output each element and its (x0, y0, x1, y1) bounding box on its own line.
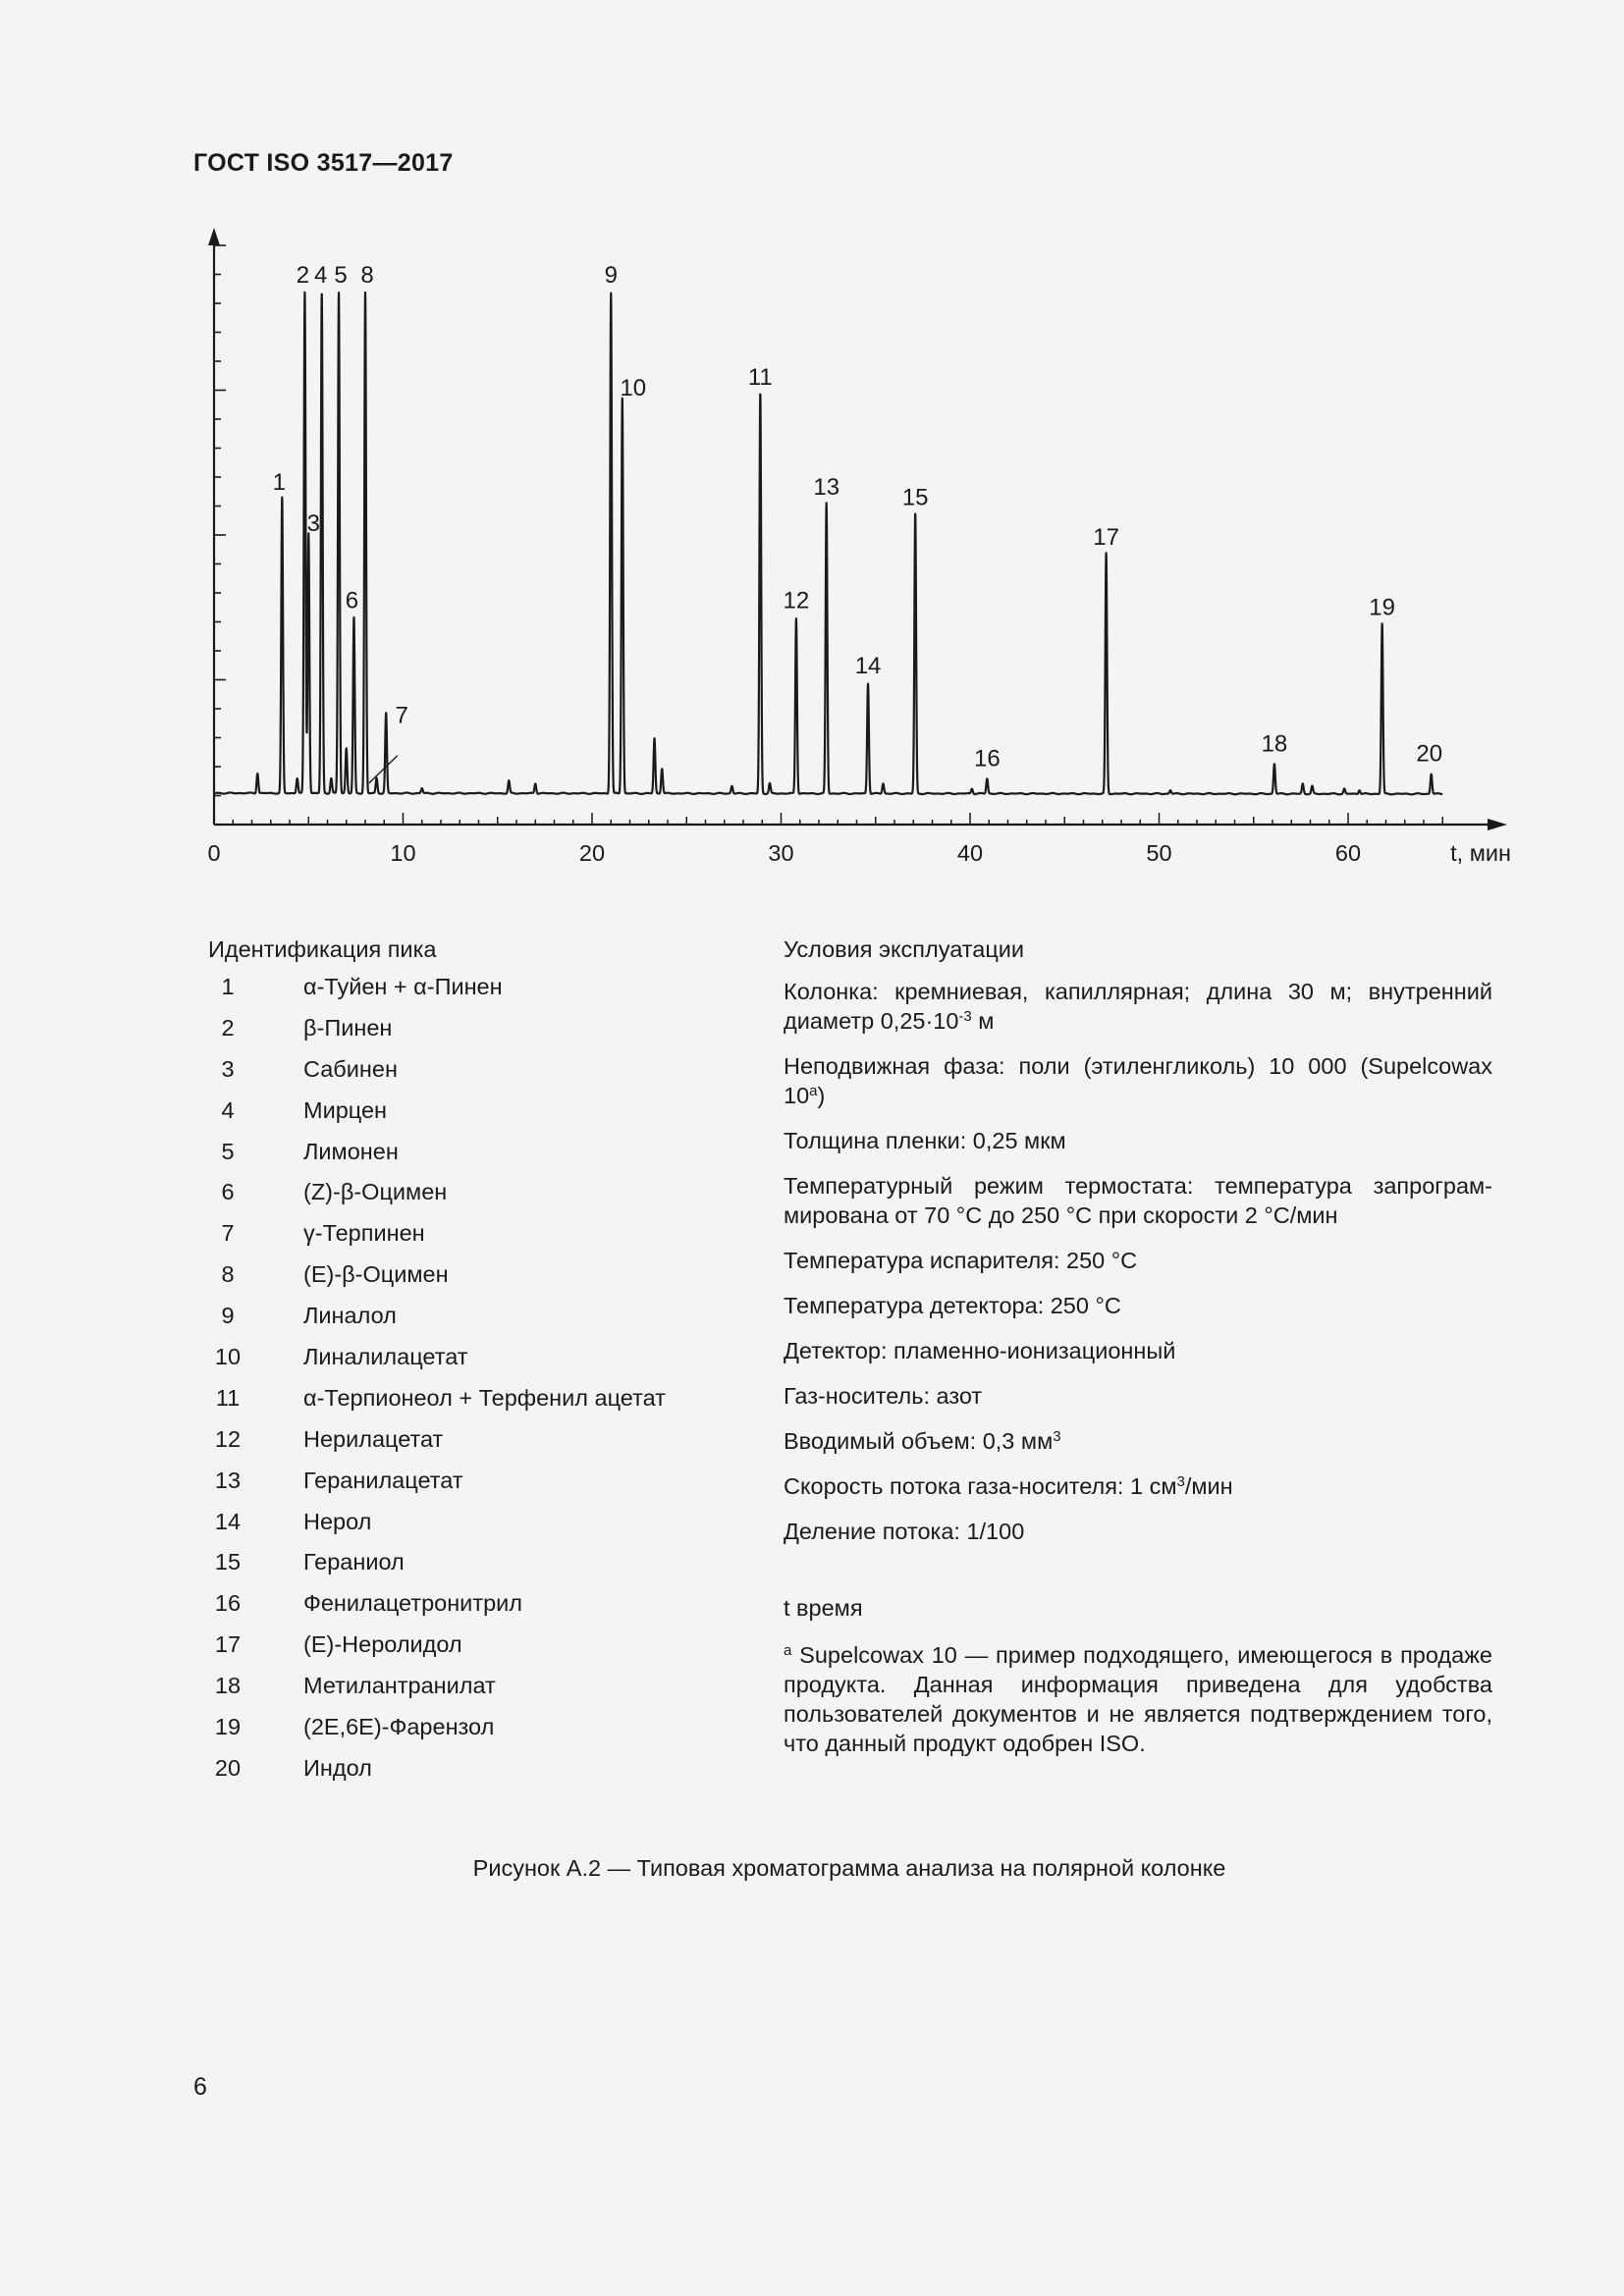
cond-column: Колонка: кремниевая, капиллярная; длина 30 м; внутренний диаметр $0,25\cdot 10^{-3}$ м (784, 979, 1492, 1034)
peak-number: 12 (214, 1425, 242, 1452)
peak-row (208, 1507, 758, 1548)
peak-row (208, 1095, 758, 1137)
peak-name: α-Туйен + α-Пинен (303, 974, 503, 999)
x-tick-label: 10 (390, 840, 416, 866)
peak-row (208, 1342, 758, 1383)
peak-number: 11 (215, 1384, 241, 1411)
y-axis-arrow (208, 228, 220, 245)
x-tick-label: 50 (1146, 840, 1172, 866)
peak-number: 4 (221, 1096, 235, 1123)
peak-row (208, 1753, 758, 1794)
peak-name: (E)-Неролидол (303, 1631, 462, 1658)
peak-name: (Z)-β-Оцимен (303, 1179, 448, 1205)
peak-label: 19 (1369, 594, 1396, 621)
peak-number: 14 (214, 1508, 242, 1534)
peak-label: 16 (973, 745, 1001, 773)
chromatogram-chart (0, 0, 1624, 883)
cond-split: Деление потока: 1/100 (784, 1519, 1025, 1544)
peak-row (208, 1712, 758, 1753)
x-axis-label: t, мин (1450, 840, 1511, 866)
cond-flow: Скорость потока газа-носителя: 1 $см^3$/мин (784, 1473, 1233, 1499)
peak-name: β-Пинен (303, 1014, 393, 1041)
peak-label: 20 (1416, 740, 1443, 768)
x-axis-arrow (1488, 819, 1507, 830)
conditions-title: Условия эксплуатации (784, 936, 1025, 962)
peak-row (208, 1177, 758, 1218)
peak-name: Линалилацетат (303, 1344, 468, 1370)
peak-label: 1 (272, 469, 286, 497)
footnote: $^а$ Supelcowax 10 — пример подходящего, имеющегося в продаже продукта. Данная информация приведена для удобства пользователей документов и не является подтверждением того, что данный продукт одобрен ISO. (784, 1642, 1492, 1756)
peak-name: α-Терпионеол + Терфенил ацетат (303, 1384, 666, 1411)
peak-name: (2E,6E)-Фарензол (303, 1714, 495, 1740)
peak-label: 18 (1261, 730, 1288, 758)
peak-row (208, 1301, 758, 1342)
peak-label: 8 (360, 262, 374, 289)
peak-name: Индол (303, 1754, 372, 1781)
peak-id-title: Идентификация пика (208, 936, 437, 962)
peak-row (208, 1588, 758, 1629)
peak-label: 2 (296, 262, 310, 289)
operating-conditions (784, 934, 1492, 1758)
x-tick-label: 60 (1334, 840, 1362, 866)
figure-caption: Рисунок А.2 — Типовая хроматограмма анализа на полярной колонке (472, 1855, 1226, 1881)
peak-label: 12 (783, 587, 810, 614)
x-tick-label: 30 (768, 840, 794, 866)
peak-name: Сабинен (303, 1055, 398, 1082)
cond-detector: Детектор: пламенно-ионизационный (784, 1338, 1176, 1363)
peak-name: (E)-β-Оцимен (303, 1261, 449, 1288)
peak-label: 14 (854, 652, 882, 679)
x-tick-label: 20 (578, 840, 606, 866)
peak-name: Метилантранилат (303, 1673, 496, 1699)
cond-injector: Температура испарителя: 250 °С (784, 1248, 1138, 1273)
peak-row (208, 1259, 758, 1301)
peak-number: 10 (214, 1344, 242, 1370)
peak-number: 1 (221, 974, 235, 999)
page-number: 6 (193, 2073, 207, 2101)
peak-row (208, 1013, 758, 1054)
peak-number: 8 (221, 1261, 235, 1288)
peak-name: Геранилацетат (303, 1467, 463, 1493)
peak-number: 2 (221, 1014, 235, 1041)
peak-name: γ-Терпинен (303, 1220, 425, 1247)
peak-label: 17 (1093, 524, 1119, 552)
peak-row (208, 1424, 758, 1466)
cond-carrier: Газ-носитель: азот (784, 1383, 983, 1409)
peak-label: 9 (604, 262, 618, 289)
document-header: ГОСТ ISO 3517—2017 (193, 149, 454, 177)
peak-label: 5 (334, 262, 348, 289)
peak-label: 7 (395, 702, 408, 729)
peak-number: 20 (214, 1754, 242, 1781)
time-definition: t время (784, 1595, 863, 1621)
peak-number: 15 (214, 1549, 242, 1575)
peak-label: 11 (747, 364, 773, 391)
cond-detector-temp: Температура детектора: 250 °С (784, 1293, 1121, 1318)
cond-volume: Вводимый объем: 0,3 $мм^3$ (784, 1428, 1061, 1454)
peak-name: Мирцен (303, 1096, 388, 1123)
peak-name: Лимонен (303, 1138, 399, 1164)
peak-row (208, 1137, 758, 1178)
x-tick-label: 40 (956, 840, 984, 866)
y-axis (208, 228, 226, 825)
peak-row (208, 1054, 758, 1095)
cond-oven: Температурный режим термостата: температура запрограммирована от 70 °С до 250 °С при скорости 2 °С/мин (784, 1173, 1492, 1228)
peak-row (208, 972, 758, 1013)
peak-name: Нерол (303, 1508, 372, 1534)
peak-label: 3 (306, 509, 320, 537)
peak-row (208, 1629, 758, 1671)
x-axis (207, 813, 1511, 866)
cond-film: Толщина пленки: 0,25 мкм (784, 1128, 1066, 1153)
peak-labels (273, 262, 1442, 783)
peak-name: Линалол (303, 1303, 397, 1329)
peak-number: 3 (221, 1055, 235, 1082)
peak-number: 7 (221, 1220, 235, 1247)
cond-phase: Неподвижная фаза: поли (этиленгликоль) 10 000 (Supelcowax 10$^a$) (784, 1053, 1492, 1108)
peak-label: 15 (901, 484, 929, 511)
peak-label: 10 (620, 375, 647, 402)
peak-row (208, 1547, 758, 1588)
peak-7-leader (369, 756, 398, 783)
peak-number: 17 (214, 1631, 242, 1658)
peak-label: 4 (314, 262, 328, 289)
peak-list (208, 972, 758, 1794)
x-tick-label: 0 (207, 840, 221, 866)
peak-number: 6 (221, 1179, 235, 1205)
peak-row (208, 1671, 758, 1712)
peak-name: Нерилацетат (303, 1425, 444, 1452)
peak-number: 16 (214, 1590, 242, 1617)
peak-number: 9 (221, 1303, 235, 1329)
peak-label: 6 (345, 587, 359, 614)
peak-label: 13 (813, 474, 840, 502)
peak-row (208, 1383, 758, 1424)
peak-name: Фенилацетронитрил (303, 1590, 522, 1617)
peak-name: Гераниол (303, 1549, 405, 1575)
peak-identification (208, 934, 758, 1794)
peak-row (208, 1218, 758, 1259)
peak-number: 5 (221, 1138, 235, 1164)
peak-row (208, 1466, 758, 1507)
peak-number: 13 (214, 1467, 242, 1493)
peak-number: 19 (214, 1714, 242, 1740)
peak-number: 18 (214, 1673, 242, 1699)
